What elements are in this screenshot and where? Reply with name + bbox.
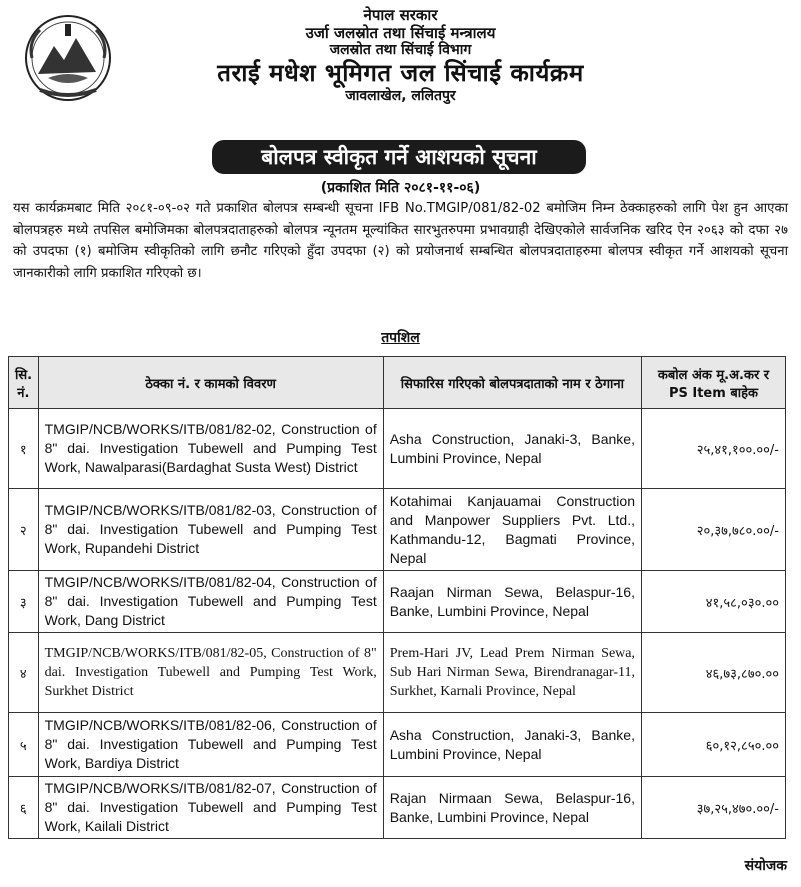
row-bidder: Asha Construction, Janaki-3, Banke, Lumbini Province, Nepal: [383, 713, 641, 777]
header-bidder: सिफारिस गरिएको बोलपत्रदाताको नाम र ठेगाना: [383, 357, 641, 409]
row-description: TMGIP/NCB/WORKS/ITB/081/82-02, Construction of 8" dai. Investigation Tubewell and Pumping Test Work, Nawalparasi(Bardaghat Susta West) District: [38, 409, 383, 489]
header-description: ठेक्का नं. र कामको विवरण: [38, 357, 383, 409]
row-sn: ४: [9, 633, 39, 713]
header-amount: कबोल अंक मू.अ.कर र PS Item बाहेक: [642, 357, 786, 409]
department-name: जलस्रोत तथा सिंचाई विभाग: [329, 42, 472, 58]
tender-table: [8, 356, 786, 839]
government-name: नेपाल सरकार: [363, 6, 438, 24]
row-description: TMGIP/NCB/WORKS/ITB/081/82-03, Construction of 8" dai. Investigation Tubewell and Pumping Test Work, Rupandehi District: [38, 489, 383, 571]
table-row: [9, 633, 786, 713]
table-row: [9, 489, 786, 571]
row-amount: ४१,५८,०३०.००: [642, 571, 786, 633]
row-amount: ३७,२५,४७०.००/-: [642, 777, 786, 839]
row-description: TMGIP/NCB/WORKS/ITB/081/82-06, Construction of 8" dai. Investigation Tubewell and Pumping Test Work, Bardiya District: [38, 713, 383, 777]
row-sn: २: [9, 489, 39, 571]
row-sn: ५: [9, 713, 39, 777]
schedule-title: तपशिल: [381, 330, 420, 346]
row-description: TMGIP/NCB/WORKS/ITB/081/82-04, Construction of 8" dai. Investigation Tubewell and Pumping Test Work, Dang District: [38, 571, 383, 633]
table-row: [9, 409, 786, 489]
table-row: [9, 713, 786, 777]
row-bidder: Asha Construction, Janaki-3, Banke, Lumbini Province, Nepal: [383, 409, 641, 489]
row-amount: ४६,७३,८७०.००: [642, 633, 786, 713]
table-header-row: [9, 357, 786, 409]
row-amount: २०,३७,७८०.००/-: [642, 489, 786, 571]
program-name: तराई मधेश भूमिगत जल सिंचाई कार्यक्रम: [217, 58, 584, 87]
office-address: जावलाखेल, ललितपुर: [345, 87, 456, 104]
row-bidder: Raajan Nirman Sewa, Belaspur-16, Banke, Lumbini Province, Nepal: [383, 571, 641, 633]
row-amount: ६०,१२,८५०.००: [642, 713, 786, 777]
table-row: [9, 571, 786, 633]
signature-coordinator: संयोजक: [744, 858, 787, 874]
header-sn: सि. नं.: [9, 357, 39, 409]
row-sn: १: [9, 409, 39, 489]
ministry-name: उर्जा जलस्रोत तथा सिंचाई मन्त्रालय: [305, 24, 496, 42]
row-bidder: Rajan Nirmaan Sewa, Belaspur-16, Banke, Lumbini Province, Nepal: [383, 777, 641, 839]
row-description: TMGIP/NCB/WORKS/ITB/081/82-05, Construction of 8" dai. Investigation Tubewell and Pumping Test Work, Surkhet District: [38, 633, 383, 713]
row-bidder: Kotahimai Kanjauamai Construction and Manpower Suppliers Pvt. Ltd., Kathmandu-12, Bagmati Province, Nepal: [383, 489, 641, 571]
row-sn: ६: [9, 777, 39, 839]
row-amount: २५,४१,१००.००/-: [642, 409, 786, 489]
row-bidder: Prem-Hari JV, Lead Prem Nirman Sewa, Sub Hari Nirman Sewa, Birendranagar-11, Surkhet, Karnali Province, Nepal: [383, 633, 641, 713]
published-date: (प्रकाशित मिति २०८१-११-०६): [320, 180, 481, 196]
notice-body: यस कार्यक्रमबाट मिति २०८१-०९-०२ गते प्रकाशित बोलपत्र सम्बन्धी सूचना IFB No.TMGIP/081/82-02 बमोजिम निम्न ठेक्काहरुको लागि पेश हुन आएका बोलपत्रहरु मध्ये तपसिल बमोजिमका बोलपत्रदाताहरुको बोलपत्र न्यूनतम मूल्यांकित सारभुतरुपमा प्रभावग्राही देखिएकोले सार्वजनिक खरिद ऐन २०६३ को दफा २७ को उपदफा (१) बमोजिम स्वीकृतिको लागि छनौट गरिएको हुँदा उपदफा (२) को प्रयोजनार्थ सम्बन्धित बोलपत्रदाताहरुमा बोलपत्र स्वीकृत गर्ने आशयको सूचना जानकारीको लागि प्रकाशित गरिएको छ।: [13, 201, 788, 281]
letterhead: [0, 6, 801, 104]
row-sn: ३: [9, 571, 39, 633]
notice-title: बोलपत्र स्वीकृत गर्ने आशयको सूचना: [212, 140, 586, 174]
row-description: TMGIP/NCB/WORKS/ITB/081/82-07, Construction of 8" dai. Investigation Tubewell and Pumping Test Work, Kailali District: [38, 777, 383, 839]
table-row: [9, 777, 786, 839]
